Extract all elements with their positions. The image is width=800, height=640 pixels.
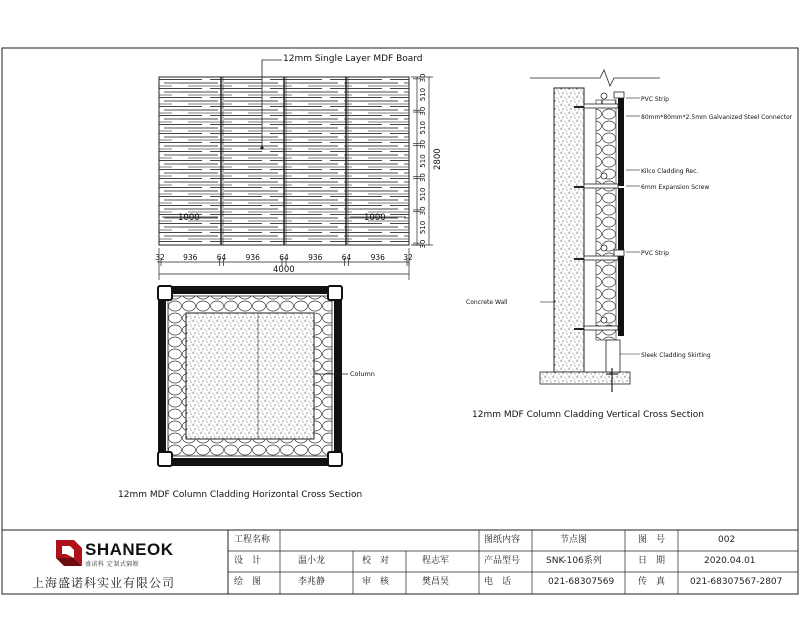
dim-right-value: 510 (419, 87, 427, 102)
phone-label: 电 话 (484, 577, 512, 587)
check-label: 校 对 (362, 556, 390, 566)
fax-label: 传 真 (638, 577, 666, 587)
design-label: 设 计 (234, 556, 262, 566)
dim-bottom-value: 936 (183, 253, 198, 262)
review-label: 审 核 (362, 577, 390, 587)
panel-elevation (159, 54, 423, 245)
dim-right-value: 510 (419, 121, 427, 135)
draw-value: 李兆静 (298, 577, 326, 587)
phone-value: 021-68307569 (548, 577, 615, 587)
dim-right-value: 30 (419, 73, 427, 83)
draw-label: 绘 图 (234, 577, 262, 587)
brand-name: SHANEOK (85, 540, 174, 559)
sheet-label: 图 号 (638, 535, 666, 545)
model-value: SNK-106系列 (546, 556, 602, 566)
dim-bottom-value: 32 (155, 253, 165, 262)
project-label: 工程名称 (234, 535, 271, 545)
dim-right-value: 510 (419, 154, 427, 168)
panel-width-right: 1000 (364, 213, 386, 223)
dim-bottom-value: 64 (216, 253, 227, 262)
cladding-rec-label: Kilco Cladding Rec. (641, 168, 699, 175)
date-label: 日 期 (638, 556, 666, 566)
review-value: 樊昌昊 (422, 577, 450, 587)
dim-right-value: 510 (419, 220, 427, 235)
content-label: 图纸内容 (484, 535, 521, 545)
pvc-strip-top-label: PVC Strip (641, 96, 669, 103)
content-value: 节点图 (560, 535, 588, 545)
dim-bottom-value: 936 (308, 253, 323, 262)
dim-right-value: 30 (419, 206, 427, 216)
design-value: 温小龙 (298, 556, 326, 566)
dim-bottom-value: 64 (279, 253, 289, 262)
dim-height: 2800 (433, 148, 443, 170)
column-label: Column (350, 370, 375, 378)
dim-total-width: 4000 (273, 265, 295, 275)
sheet-value: 002 (718, 535, 736, 545)
dim-bottom-value: 936 (245, 253, 260, 262)
check-value: 程志军 (422, 556, 450, 566)
model-label: 产品型号 (484, 556, 521, 566)
dimension-chain-right (411, 73, 443, 248)
brand-subtitle: 盛诺科 定制式隔断 (85, 561, 140, 568)
connector-label: 80mm*80mm*2.5mm Galvanized Steel Connector (641, 114, 793, 121)
pvc-strip-mid-label: PVC Strip (641, 250, 669, 257)
dimension-chain-bottom (155, 248, 413, 280)
dim-bottom-value: 936 (370, 253, 385, 262)
date-value: 2020.04.01 (704, 556, 756, 566)
company-name: 上海盛诺科实业有限公司 (32, 576, 176, 590)
dim-right-value: 30 (419, 106, 427, 116)
dim-bottom-value: 64 (341, 253, 352, 262)
dim-right-value: 510 (419, 187, 427, 201)
panel-width-left: 1000 (178, 213, 200, 223)
vertical-section-title: 12mm MDF Column Cladding Vertical Cross Section (472, 410, 704, 420)
dim-bottom-value: 32 (403, 253, 413, 262)
fax-value: 021-68307567-2807 (690, 577, 783, 587)
title-block (0, 529, 800, 595)
vertical-section (466, 70, 793, 420)
horizontal-section-title: 12mm MDF Column Cladding Horizontal Cross Section (118, 490, 363, 500)
dim-right-value: 30 (419, 239, 427, 249)
expansion-screw-label: 6mm Expansion Screw (641, 184, 710, 191)
dim-right-value: 30 (419, 173, 427, 183)
horizontal-section (118, 286, 375, 500)
board-label: 12mm Single Layer MDF Board (283, 54, 423, 64)
skirting-label: Sleek Cladding Skirting (641, 352, 711, 359)
dim-right-value: 30 (419, 139, 427, 149)
concrete-wall-label: Concrete Wall (466, 299, 508, 306)
